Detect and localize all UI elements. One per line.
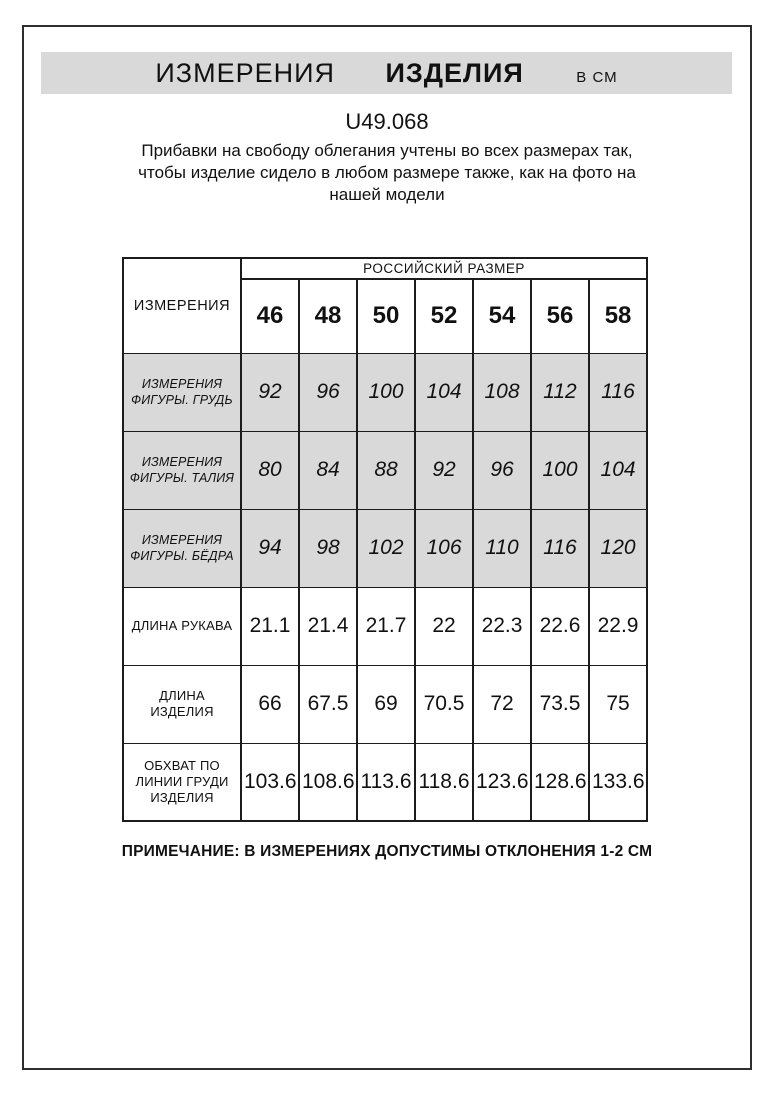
value-cell: 128.6 [531, 743, 589, 821]
value-cell: 70.5 [415, 665, 473, 743]
size-cell: 52 [415, 279, 473, 353]
value-cell: 104 [415, 353, 473, 431]
value-cell: 94 [241, 509, 299, 587]
size-cell: 58 [589, 279, 647, 353]
value-cell: 100 [357, 353, 415, 431]
table-row-figure-chest [123, 353, 647, 431]
value-cell: 67.5 [299, 665, 357, 743]
value-cell: 110 [473, 509, 531, 587]
value-cell: 21.7 [357, 587, 415, 665]
value-cell: 66 [241, 665, 299, 743]
product-code: U49.068 [345, 109, 429, 134]
value-cell: 80 [241, 431, 299, 509]
table-row-item-length [123, 665, 647, 743]
value-cell: 112 [531, 353, 589, 431]
row-label: ИЗМЕРЕНИЯ ФИГУРЫ. БЁДРА [123, 509, 241, 587]
value-cell: 108.6 [299, 743, 357, 821]
value-cell: 120 [589, 509, 647, 587]
value-cell: 102 [357, 509, 415, 587]
value-cell: 75 [589, 665, 647, 743]
value-cell: 69 [357, 665, 415, 743]
value-cell: 88 [357, 431, 415, 509]
table-row-chest-girth-item [123, 743, 647, 821]
row-label: ИЗМЕРЕНИЯ ФИГУРЫ. ГРУДЬ [123, 353, 241, 431]
table-row-sleeve-length [123, 587, 647, 665]
size-cell: 48 [299, 279, 357, 353]
value-cell: 22.3 [473, 587, 531, 665]
row-label: ОБХВАТ ПО ЛИНИИ ГРУДИ ИЗДЕЛИЯ [123, 743, 241, 821]
value-cell: 21.1 [241, 587, 299, 665]
size-cell: 54 [473, 279, 531, 353]
fit-description-line: чтобы изделие сидело в любом размере также, как на фото на [138, 163, 636, 182]
table-group-header-row [123, 258, 647, 279]
value-cell: 96 [299, 353, 357, 431]
value-cell: 106 [415, 509, 473, 587]
value-cell: 118.6 [415, 743, 473, 821]
table-row-figure-waist [123, 431, 647, 509]
value-cell: 98 [299, 509, 357, 587]
value-cell: 22 [415, 587, 473, 665]
value-cell: 116 [589, 353, 647, 431]
title-bar [41, 52, 732, 94]
value-cell: 108 [473, 353, 531, 431]
value-cell: 84 [299, 431, 357, 509]
size-cell: 46 [241, 279, 299, 353]
fit-description-line: Прибавки на свободу облегания учтены во всех размерах так, [141, 141, 633, 160]
value-cell: 113.6 [357, 743, 415, 821]
fit-description [22, 140, 752, 206]
table-row-figure-hips [123, 509, 647, 587]
value-cell: 96 [473, 431, 531, 509]
fit-description-line: нашей модели [329, 185, 445, 204]
value-cell: 22.9 [589, 587, 647, 665]
value-cell: 21.4 [299, 587, 357, 665]
value-cell: 103.6 [241, 743, 299, 821]
row-label: ИЗМЕРЕНИЯ ФИГУРЫ. ТАЛИЯ [123, 431, 241, 509]
measurements-table [122, 257, 648, 822]
value-cell: 100 [531, 431, 589, 509]
title-word-measurements: ИЗМЕРЕНИЯ [155, 58, 336, 88]
tolerance-note: ПРИМЕЧАНИЕ: В ИЗМЕРЕНИЯХ ДОПУСТИМЫ ОТКЛОНЕНИЯ 1-2 СМ [121, 843, 653, 860]
size-cell: 50 [357, 279, 415, 353]
value-cell: 116 [531, 509, 589, 587]
russian-size-header: РОССИЙСКИЙ РАЗМЕР [241, 258, 647, 279]
title-unit: В СМ [576, 69, 618, 86]
value-cell: 73.5 [531, 665, 589, 743]
value-cell: 123.6 [473, 743, 531, 821]
value-cell: 133.6 [589, 743, 647, 821]
row-label: ДЛИНА ИЗДЕЛИЯ [123, 665, 241, 743]
value-cell: 72 [473, 665, 531, 743]
title-word-product: ИЗДЕЛИЯ [385, 58, 524, 88]
size-cell: 56 [531, 279, 589, 353]
row-label: ДЛИНА РУКАВА [123, 587, 241, 665]
value-cell: 104 [589, 431, 647, 509]
value-cell: 92 [415, 431, 473, 509]
corner-label-cell: ИЗМЕРЕНИЯ [123, 258, 241, 353]
value-cell: 92 [241, 353, 299, 431]
value-cell: 22.6 [531, 587, 589, 665]
